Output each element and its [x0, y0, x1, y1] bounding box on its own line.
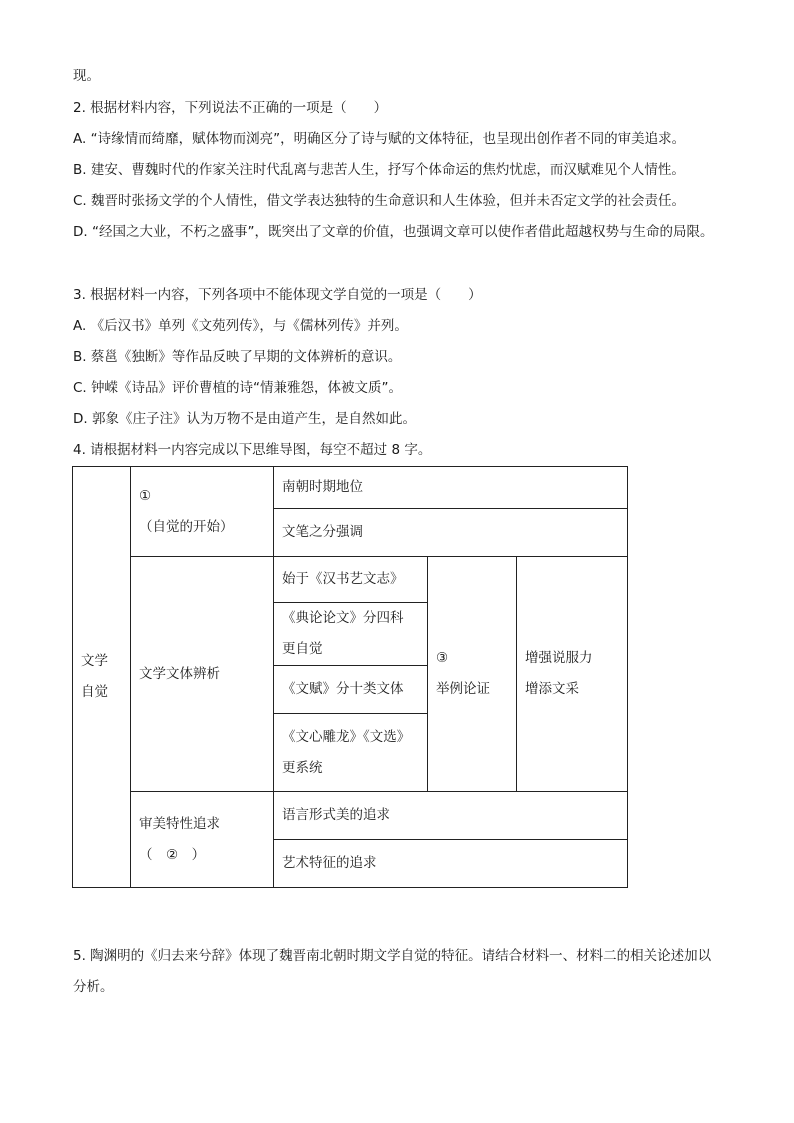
- q3-option-b: B. 蔡邕《独断》等作品反映了早期的文体辨析的意识。: [73, 349, 402, 365]
- question-5: 5. 陶渊明的《归去来兮辞》体现了魏晋南北朝时期文学自觉的特征。请结合材料一、材料二的相关论述加以分析。: [73, 948, 712, 995]
- branch-1-cell: [131, 467, 274, 557]
- b2-item-2-text: 《典论论文》分四科更自觉: [282, 610, 404, 657]
- branch-1-label: （自觉的开始）: [139, 518, 234, 535]
- b2-effect-text: 增强说服力增添文采: [525, 650, 593, 697]
- b3-item-2: 艺术特征的追求: [274, 840, 628, 888]
- question-4: 4. 请根据材料一内容完成以下思维导图，每空不超过 8 字。: [73, 442, 432, 458]
- b3-item-1: 语言形式美的追求: [274, 792, 628, 840]
- b2-item-2: [274, 603, 428, 666]
- blank-1: ①: [139, 487, 152, 504]
- b2-item-3: 《文赋》分十类文体: [274, 666, 428, 714]
- blank-2: （ ② ）: [139, 846, 206, 863]
- q3-option-c: C. 钟嵘《诗品》评价曹植的诗“情兼雅怨，体被文质”。: [73, 380, 402, 396]
- b1-item-1: 南朝时期地位: [274, 467, 628, 509]
- b2-method: 举例论证: [436, 681, 490, 697]
- q3-option-d: D. 郭象《庄子注》认为万物不是由道产生，是自然如此。: [73, 411, 416, 427]
- branch-3-cell: [131, 792, 274, 888]
- question-3: 3. 根据材料一内容，下列各项中不能体现文学自觉的一项是（ ）: [73, 287, 482, 303]
- b2-item-4: [274, 714, 428, 792]
- b2-item-4-text: 《文心雕龙》《文选》更系统: [282, 728, 411, 776]
- branch-3-label: 审美特性追求: [139, 815, 220, 832]
- branch-2-label: 文学文体辨析: [131, 557, 274, 792]
- q3-option-a: A. 《后汉书》单列《文苑列传》，与《儒林列传》并列。: [73, 318, 408, 334]
- line-xian: 现。: [73, 68, 100, 84]
- b2-effect: [517, 557, 628, 792]
- mind-map-table: [72, 466, 628, 888]
- root-cell: [73, 467, 131, 888]
- q2-option-d: D. “经国之大业，不朽之盛事”，既突出了文章的价值，也强调文章可以使作者借此超越权势与生命的局限。: [73, 224, 714, 240]
- q2-option-b: B. 建安、曹魏时代的作家关注时代乱离与悲苦人生，抒写个体命运的焦灼忧虑，而汉赋难见个人情性。: [73, 162, 685, 178]
- blank-3: ③: [436, 650, 449, 666]
- q2-option-c: C. 魏晋时张扬文学的个人情性，借文学表达独特的生命意识和人生体验，但并未否定文学的社会责任。: [73, 193, 686, 209]
- question-2: 2. 根据材料内容，下列说法不正确的一项是（ ）: [73, 100, 388, 116]
- b1-item-2: 文笔之分强调: [274, 509, 628, 557]
- q2-option-a: A. “诗缘情而绮靡，赋体物而浏亮”，明确区分了诗与赋的文体特征，也呈现出创作者不同的审美追求。: [73, 131, 686, 147]
- root-label: 文学自觉: [81, 653, 108, 700]
- b2-item-1: 始于《汉书艺文志》: [274, 557, 428, 603]
- blank-3-cell: [428, 557, 517, 792]
